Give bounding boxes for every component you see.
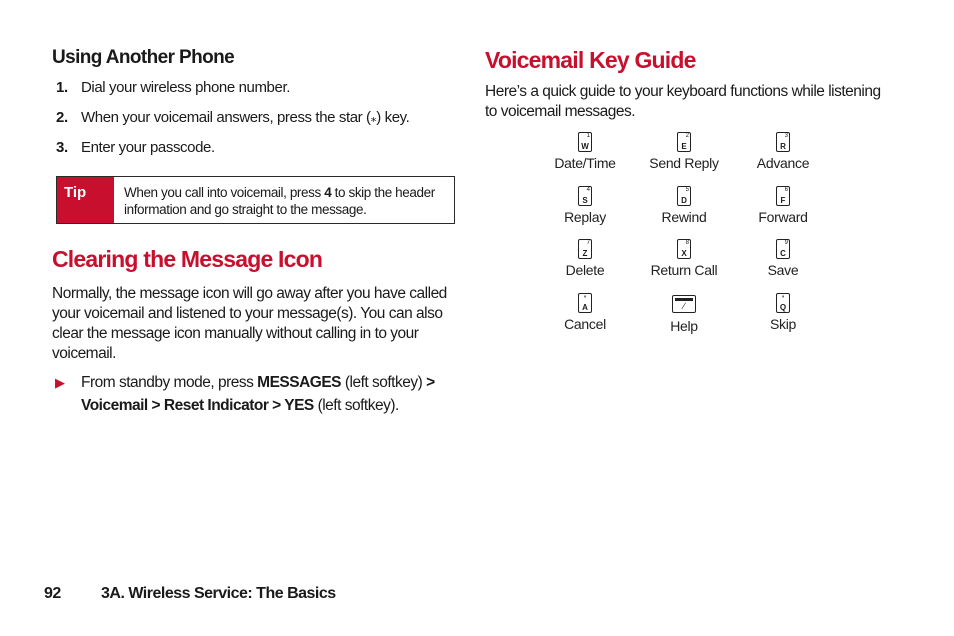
key-number: 5	[685, 187, 689, 193]
key-c-icon	[776, 239, 790, 259]
heading-voicemail-key-guide: Voicemail Key Guide	[485, 47, 696, 73]
key-label: Advance	[756, 155, 810, 171]
step-text: Enter your passcode.	[81, 139, 215, 156]
key-label: Replay	[564, 209, 606, 225]
instruction-bullet	[52, 371, 452, 417]
key-star-a-icon	[578, 293, 592, 313]
key-guide-item	[535, 186, 635, 225]
key-number: *	[583, 295, 587, 302]
key-letter: E	[681, 142, 687, 151]
step-1	[52, 79, 452, 109]
tip-text	[124, 184, 446, 218]
key-letter: F	[780, 196, 786, 205]
key-label: Cancel	[564, 316, 606, 332]
key-letter: S	[582, 196, 588, 205]
bullet-text: From standby mode, press	[81, 374, 258, 391]
key-guide-item	[634, 132, 734, 171]
key-label: Save	[767, 262, 799, 278]
page-number: 92	[44, 585, 61, 602]
key-number: 8	[685, 240, 689, 246]
key-guide-item	[535, 293, 635, 332]
bullet-bold: MESSAGES	[257, 374, 342, 391]
clearing-paragraph: Normally, the message icon will go away after you have called your voicemail and listened to your message(s). You can also clear the message icon manually without calling in to your voicemail.	[52, 285, 447, 362]
key-label: Delete	[565, 262, 605, 278]
key-letter: Q	[779, 303, 787, 312]
play-arrow-icon: ▶	[55, 375, 65, 390]
key-label: Send Reply	[649, 155, 719, 171]
bullet-bold: Voicemail > Reset Indicator > YES	[81, 397, 314, 414]
key-e-icon	[677, 132, 691, 152]
key-letter: R	[780, 142, 786, 151]
key-f-icon	[776, 186, 790, 206]
key-d-icon	[677, 186, 691, 206]
key-label: Forward	[758, 209, 808, 225]
key-label: Rewind	[661, 209, 707, 225]
step-number: 1.	[56, 79, 68, 96]
key-guide-item	[733, 132, 833, 171]
key-w-icon	[578, 132, 592, 152]
key-number: 7	[586, 240, 590, 246]
bullet-line-1	[81, 371, 452, 394]
bullet-line-2	[81, 394, 452, 417]
star-icon: ⁎	[370, 111, 377, 125]
key-letter: D	[681, 196, 687, 205]
key-number: 9	[784, 240, 788, 246]
step-number: 3.	[56, 139, 68, 156]
key-number: 1	[586, 133, 590, 139]
step-text-part: When your voicemail answers, press the star (	[81, 109, 371, 126]
slash-glyph: ∕	[683, 301, 685, 311]
key-letter: C	[780, 249, 786, 258]
bullet-text: (left softkey).	[313, 397, 399, 414]
key-label: Skip	[769, 316, 797, 332]
bullet-text: (left softkey)	[341, 374, 427, 391]
tip-label: Tip	[57, 177, 114, 223]
heading-clearing-message-icon: Clearing the Message Icon	[52, 246, 323, 272]
key-x-icon	[677, 239, 691, 259]
key-r-icon	[776, 132, 790, 152]
key-number: 6	[784, 187, 788, 193]
key-label: Help	[670, 318, 698, 334]
key-number: 4	[586, 187, 590, 193]
key-help-icon	[672, 295, 696, 313]
key-number: 2	[685, 133, 689, 139]
tip-text-part: to skip the header information and go straight to the message.	[124, 185, 435, 217]
step-3	[52, 139, 452, 169]
key-letter: Z	[582, 249, 588, 258]
step-number: 2.	[56, 109, 68, 126]
key-letter: A	[582, 303, 588, 312]
key-guide-item	[733, 239, 833, 278]
key-z-icon	[578, 239, 592, 259]
bullet-bold: >	[426, 374, 435, 391]
key-guide-item	[634, 295, 734, 334]
tip-key: 4	[324, 185, 332, 200]
key-label: Return Call	[650, 262, 718, 278]
step-text: Dial your wireless phone number.	[81, 79, 290, 96]
key-s-icon	[578, 186, 592, 206]
key-guide-item	[535, 239, 635, 278]
step-text-part: ) key.	[376, 109, 410, 126]
step-text	[81, 109, 409, 126]
key-letter: X	[681, 249, 687, 258]
key-letter: W	[581, 142, 589, 151]
key-guide-item	[634, 186, 734, 225]
key-guide-item	[535, 132, 635, 171]
voicemail-intro: Here’s a quick guide to your keyboard functions while listening to voicemail messages.	[485, 83, 881, 120]
tip-box	[56, 176, 455, 224]
section-title: 3A. Wireless Service: The Basics	[101, 585, 336, 602]
key-q-icon	[776, 293, 790, 313]
key-guide-item	[733, 186, 833, 225]
key-guide-item	[733, 293, 833, 332]
step-2	[52, 109, 452, 139]
steps-list	[52, 79, 452, 169]
key-number: 3	[784, 133, 788, 139]
tip-text-part: When you call into voicemail, press	[124, 185, 325, 200]
key-guide-item	[634, 239, 734, 278]
subheading-using-another-phone: Using Another Phone	[52, 47, 235, 68]
quote-glyph: ❛	[781, 295, 785, 302]
key-label: Date/Time	[554, 155, 616, 171]
